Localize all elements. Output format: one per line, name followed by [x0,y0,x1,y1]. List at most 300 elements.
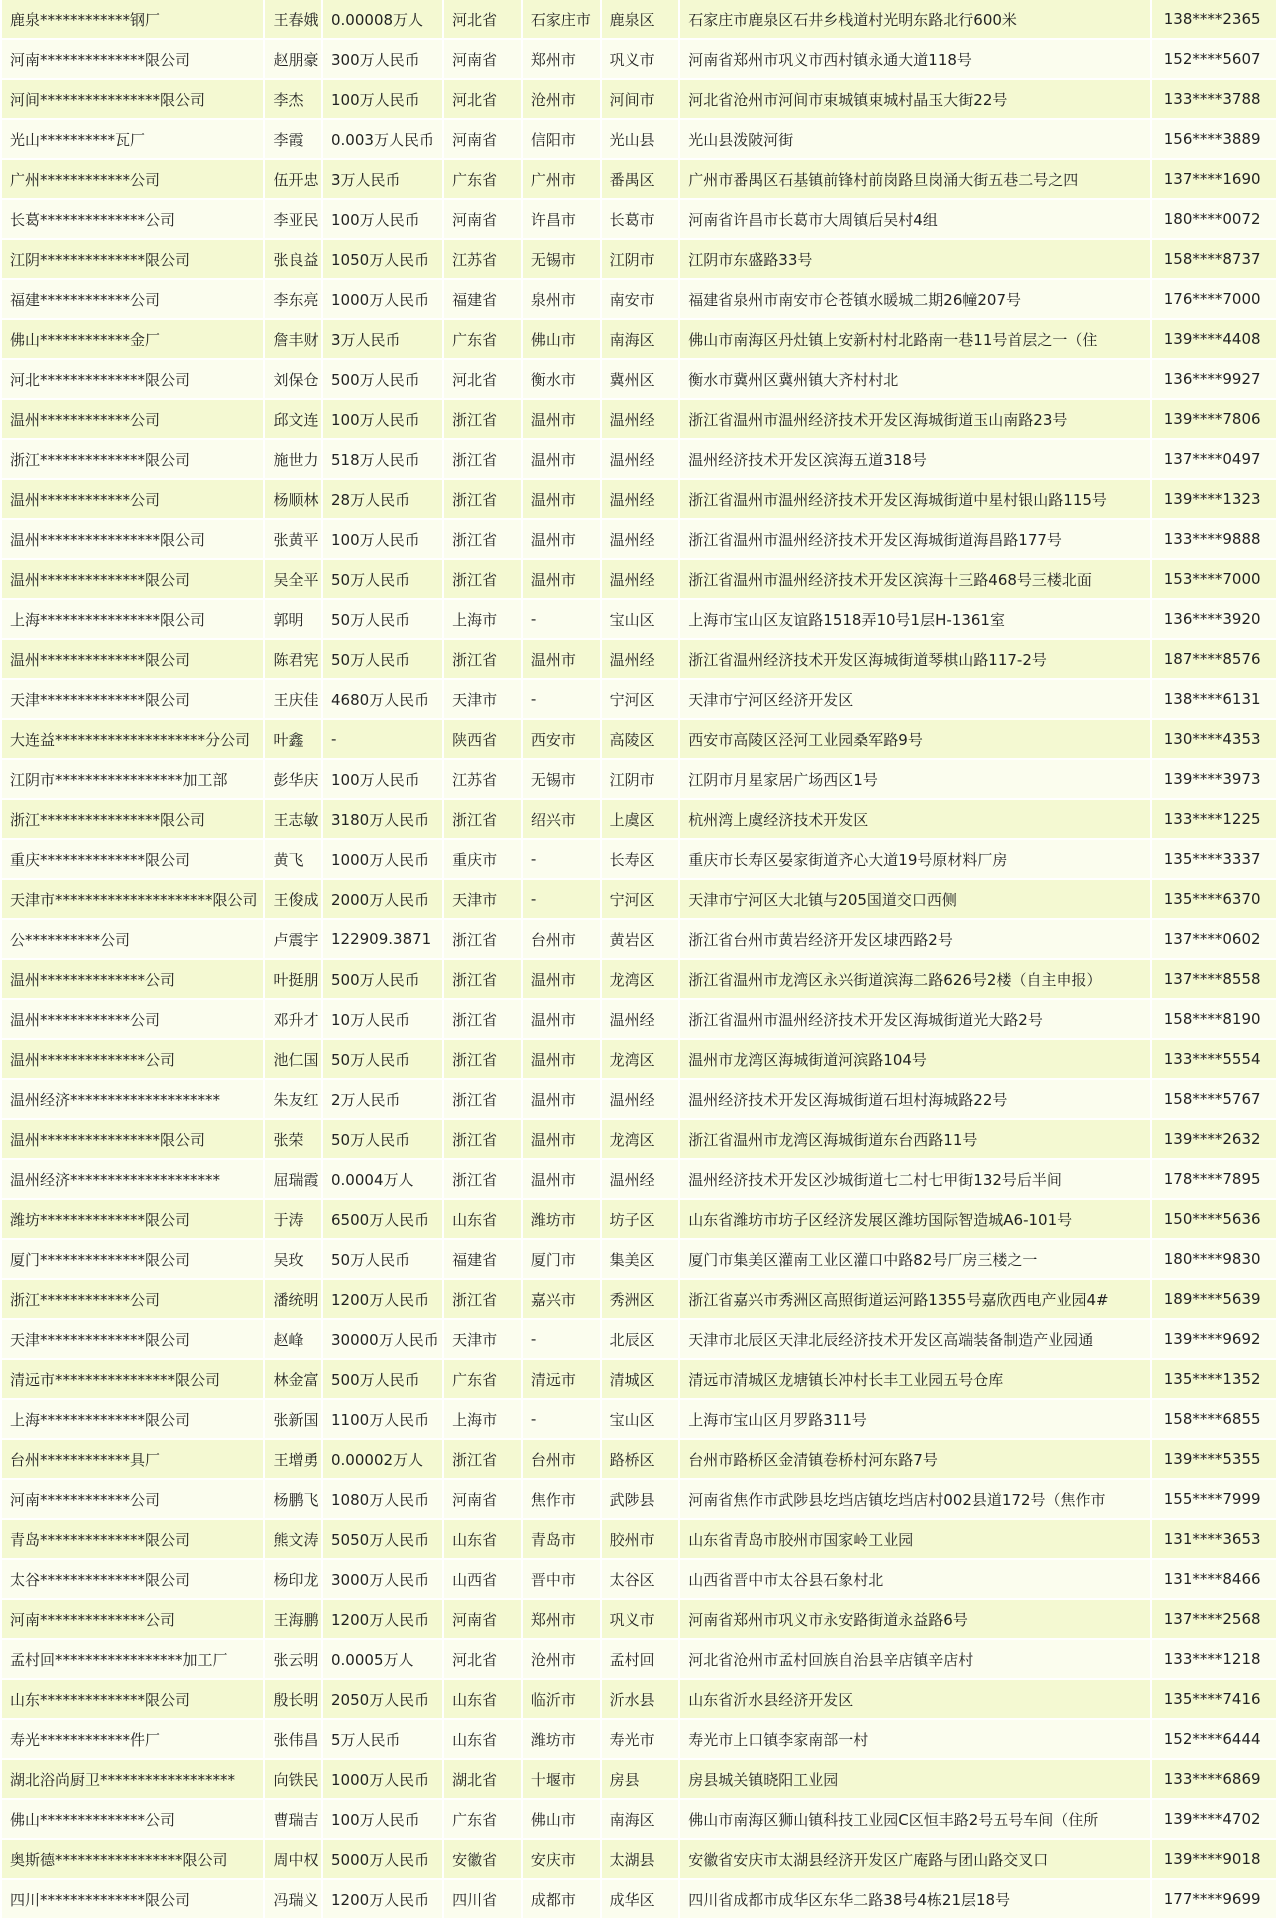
city-cell: 嘉兴市 [523,1280,600,1320]
address-cell: 上海市宝山区月罗路311号 [680,1400,1149,1440]
registered-capital-cell: 1050万人民币 [323,240,442,280]
company-name-cell: 天津市*********************限公司 [2,880,263,920]
province-cell: 福建省 [444,280,521,320]
district-cell: 龙湾区 [602,1120,679,1160]
province-cell: 浙江省 [444,560,521,600]
legal-person-cell: 刘保仓 [265,360,321,400]
registered-capital-cell: 1200万人民币 [323,1600,442,1640]
district-cell: 宁河区 [602,680,679,720]
city-cell: 温州市 [523,440,600,480]
phone-cell: 180****0072 [1152,200,1276,240]
city-cell: 衡水市 [523,360,600,400]
legal-person-cell: 熊文涛 [265,1520,321,1560]
district-cell: 太湖县 [602,1840,679,1880]
phone-cell: 133****6869 [1152,1760,1276,1800]
company-name-cell: 温州经济******************** [2,1080,263,1120]
table-row [2,1640,1276,1680]
phone-cell: 139****4408 [1152,320,1276,360]
registered-capital-cell: 5000万人民币 [323,1840,442,1880]
company-name-cell: 河南**************限公司 [2,40,263,80]
city-cell: 温州市 [523,1120,600,1160]
phone-cell: 137****0497 [1152,440,1276,480]
district-cell: 北辰区 [602,1320,679,1360]
province-cell: 浙江省 [444,1040,521,1080]
district-cell: 南安市 [602,280,679,320]
district-cell: 鹿泉区 [602,0,679,40]
address-cell: 衡水市冀州区冀州镇大齐村村北 [680,360,1149,400]
table-row [2,1760,1276,1800]
city-cell: 晋中市 [523,1560,600,1600]
district-cell: 清城区 [602,1360,679,1400]
registered-capital-cell: 100万人民币 [323,1800,442,1840]
company-name-cell: 青岛**************限公司 [2,1520,263,1560]
company-name-cell: 长葛**************公司 [2,200,263,240]
company-name-cell: 河南************公司 [2,1480,263,1520]
address-cell: 寿光市上口镇李家南部一村 [680,1720,1149,1760]
phone-cell: 177****9699 [1152,1880,1276,1920]
table-row [2,560,1276,600]
legal-person-cell: 王俊成 [265,880,321,920]
registered-capital-cell: 2万人民币 [323,1080,442,1120]
registered-capital-cell: 500万人民币 [323,960,442,1000]
city-cell: - [523,880,600,920]
company-name-cell: 公**********公司 [2,920,263,960]
address-cell: 安徽省安庆市太湖县经济开发区广庵路与团山路交叉口 [680,1840,1149,1880]
legal-person-cell: 向铁民 [265,1760,321,1800]
address-cell: 重庆市长寿区晏家街道齐心大道19号原材料厂房 [680,840,1149,880]
registered-capital-cell: 100万人民币 [323,80,442,120]
legal-person-cell: 曹瑞吉 [265,1800,321,1840]
city-cell: 温州市 [523,520,600,560]
city-cell: 青岛市 [523,1520,600,1560]
address-cell: 浙江省台州市黄岩经济开发区埭西路2号 [680,920,1149,960]
registered-capital-cell: 50万人民币 [323,560,442,600]
company-name-cell: 温州****************限公司 [2,520,263,560]
table-row [2,400,1276,440]
table-row [2,1800,1276,1840]
registered-capital-cell: 500万人民币 [323,360,442,400]
company-name-cell: 温州**************公司 [2,1040,263,1080]
province-cell: 重庆市 [444,840,521,880]
registered-capital-cell: 0.0004万人 [323,1160,442,1200]
city-cell: 温州市 [523,640,600,680]
registered-capital-cell: 1100万人民币 [323,1400,442,1440]
address-cell: 浙江省温州市温州经济技术开发区滨海十三路468号三楼北面 [680,560,1149,600]
address-cell: 上海市宝山区友谊路1518弄10号1层H-1361室 [680,600,1149,640]
phone-cell: 137****2568 [1152,1600,1276,1640]
address-cell: 温州经济技术开发区海城街道石坦村海城路22号 [680,1080,1149,1120]
registered-capital-cell: - [323,720,442,760]
province-cell: 湖北省 [444,1760,521,1800]
city-cell: - [523,840,600,880]
district-cell: 温州经 [602,640,679,680]
province-cell: 广东省 [444,1360,521,1400]
legal-person-cell: 殷长明 [265,1680,321,1720]
table-row [2,1440,1276,1480]
district-cell: 上虞区 [602,800,679,840]
table-row [2,800,1276,840]
province-cell: 河北省 [444,0,521,40]
phone-cell: 139****9018 [1152,1840,1276,1880]
province-cell: 浙江省 [444,1160,521,1200]
district-cell: 龙湾区 [602,960,679,1000]
district-cell: 温州经 [602,560,679,600]
district-cell: 宝山区 [602,600,679,640]
district-cell: 南海区 [602,1800,679,1840]
registered-capital-cell: 100万人民币 [323,400,442,440]
legal-person-cell: 张新国 [265,1400,321,1440]
table-row [2,760,1276,800]
city-cell: 许昌市 [523,200,600,240]
district-cell: 江阴市 [602,760,679,800]
province-cell: 浙江省 [444,400,521,440]
city-cell: 潍坊市 [523,1720,600,1760]
company-name-cell: 温州************公司 [2,400,263,440]
address-cell: 山东省青岛市胶州市国家岭工业园 [680,1520,1149,1560]
legal-person-cell: 邓升才 [265,1000,321,1040]
company-name-cell: 四川**************限公司 [2,1880,263,1920]
district-cell: 长寿区 [602,840,679,880]
table-row [2,920,1276,960]
city-cell: 绍兴市 [523,800,600,840]
city-cell: 佛山市 [523,320,600,360]
city-cell: 沧州市 [523,1640,600,1680]
table-row [2,640,1276,680]
company-name-cell: 奥斯德*****************限公司 [2,1840,263,1880]
legal-person-cell: 杨顺林 [265,480,321,520]
address-cell: 广州市番禺区石基镇前锋村前岗路旦岗涌大街五巷二号之四 [680,160,1149,200]
table-row [2,720,1276,760]
legal-person-cell: 屈瑞霞 [265,1160,321,1200]
province-cell: 天津市 [444,1320,521,1360]
table-row [2,1480,1276,1520]
legal-person-cell: 杨印龙 [265,1560,321,1600]
province-cell: 河南省 [444,120,521,160]
legal-person-cell: 张云明 [265,1640,321,1680]
province-cell: 上海市 [444,600,521,640]
address-cell: 山东省潍坊市坊子区经济发展区潍坊国际智造城A6-101号 [680,1200,1149,1240]
registered-capital-cell: 0.00008万人 [323,0,442,40]
address-cell: 厦门市集美区灌南工业区灌口中路82号厂房三楼之一 [680,1240,1149,1280]
address-cell: 江阴市月星家居广场西区1号 [680,760,1149,800]
district-cell: 龙湾区 [602,1040,679,1080]
company-name-cell: 寿光************件厂 [2,1720,263,1760]
city-cell: 十堰市 [523,1760,600,1800]
district-cell: 武陟县 [602,1480,679,1520]
district-cell: 宝山区 [602,1400,679,1440]
table-row [2,880,1276,920]
address-cell: 温州经济技术开发区沙城街道七二村七甲街132号后半间 [680,1160,1149,1200]
phone-cell: 133****9888 [1152,520,1276,560]
phone-cell: 137****8558 [1152,960,1276,1000]
phone-cell: 139****7806 [1152,400,1276,440]
address-cell: 河北省沧州市河间市束城镇束城村晶玉大街22号 [680,80,1149,120]
company-name-cell: 潍坊**************限公司 [2,1200,263,1240]
company-name-cell: 福建************公司 [2,280,263,320]
legal-person-cell: 黄飞 [265,840,321,880]
registered-capital-cell: 1000万人民币 [323,1760,442,1800]
company-name-cell: 湖北浴尚厨卫****************** [2,1760,263,1800]
legal-person-cell: 张伟昌 [265,1720,321,1760]
company-name-cell: 上海****************限公司 [2,600,263,640]
district-cell: 巩义市 [602,40,679,80]
address-cell: 河南省郑州市巩义市西村镇永通大道118号 [680,40,1149,80]
registered-capital-cell: 50万人民币 [323,640,442,680]
address-cell: 浙江省温州市温州经济技术开发区海城街道海昌路177号 [680,520,1149,560]
address-cell: 房县城关镇晓阳工业园 [680,1760,1149,1800]
legal-person-cell: 叶鑫 [265,720,321,760]
legal-person-cell: 李东亮 [265,280,321,320]
company-name-cell: 江阴市*****************加工部 [2,760,263,800]
company-name-cell: 清远市****************限公司 [2,1360,263,1400]
district-cell: 秀洲区 [602,1280,679,1320]
province-cell: 浙江省 [444,1440,521,1480]
table-row [2,0,1276,40]
city-cell: - [523,600,600,640]
company-name-cell: 太谷**************限公司 [2,1560,263,1600]
province-cell: 广东省 [444,320,521,360]
city-cell: 台州市 [523,1440,600,1480]
legal-person-cell: 朱友红 [265,1080,321,1120]
table-row [2,1000,1276,1040]
city-cell: - [523,1400,600,1440]
province-cell: 山东省 [444,1520,521,1560]
city-cell: 温州市 [523,1000,600,1040]
table-row [2,1520,1276,1560]
district-cell: 路桥区 [602,1440,679,1480]
company-name-cell: 河北**************限公司 [2,360,263,400]
address-cell: 佛山市南海区丹灶镇上安新村村北路南一巷11号首层之一（住 [680,320,1149,360]
district-cell: 黄岩区 [602,920,679,960]
address-cell: 西安市高陵区泾河工业园桑军路9号 [680,720,1149,760]
province-cell: 山东省 [444,1680,521,1720]
legal-person-cell: 王海鹏 [265,1600,321,1640]
registered-capital-cell: 1200万人民币 [323,1880,442,1920]
table-row [2,1120,1276,1160]
city-cell: 临沂市 [523,1680,600,1720]
phone-cell: 136****9927 [1152,360,1276,400]
legal-person-cell: 赵峰 [265,1320,321,1360]
company-name-cell: 河南**************公司 [2,1600,263,1640]
legal-person-cell: 李霞 [265,120,321,160]
legal-person-cell: 詹丰财 [265,320,321,360]
address-cell: 浙江省温州市温州经济技术开发区海城街道玉山南路23号 [680,400,1149,440]
province-cell: 浙江省 [444,960,521,1000]
phone-cell: 152****6444 [1152,1720,1276,1760]
district-cell: 高陵区 [602,720,679,760]
legal-person-cell: 王庆佳 [265,680,321,720]
phone-cell: 176****7000 [1152,280,1276,320]
phone-cell: 139****4702 [1152,1800,1276,1840]
company-name-cell: 重庆**************限公司 [2,840,263,880]
company-name-cell: 江阴**************限公司 [2,240,263,280]
company-name-cell: 河间****************限公司 [2,80,263,120]
table-row [2,1560,1276,1600]
province-cell: 安徽省 [444,1840,521,1880]
province-cell: 浙江省 [444,1280,521,1320]
legal-person-cell: 张荣 [265,1120,321,1160]
address-cell: 天津市宁河区经济开发区 [680,680,1149,720]
phone-cell: 150****5636 [1152,1200,1276,1240]
phone-cell: 189****5639 [1152,1280,1276,1320]
district-cell: 番禺区 [602,160,679,200]
province-cell: 上海市 [444,1400,521,1440]
registered-capital-cell: 1000万人民币 [323,840,442,880]
legal-person-cell: 王增勇 [265,1440,321,1480]
city-cell: 成都市 [523,1880,600,1920]
company-name-cell: 佛山**************公司 [2,1800,263,1840]
phone-cell: 136****3920 [1152,600,1276,640]
phone-cell: 133****1225 [1152,800,1276,840]
legal-person-cell: 李杰 [265,80,321,120]
company-name-cell: 鹿泉************钢厂 [2,0,263,40]
city-cell: 台州市 [523,920,600,960]
province-cell: 浙江省 [444,480,521,520]
province-cell: 江苏省 [444,240,521,280]
district-cell: 温州经 [602,1080,679,1120]
phone-cell: 158****5767 [1152,1080,1276,1120]
phone-cell: 138****6131 [1152,680,1276,720]
address-cell: 浙江省温州市龙湾区永兴街道滨海二路626号2楼（自主申报） [680,960,1149,1000]
table-row [2,1320,1276,1360]
phone-cell: 158****8190 [1152,1000,1276,1040]
province-cell: 山西省 [444,1560,521,1600]
registered-capital-cell: 100万人民币 [323,200,442,240]
province-cell: 浙江省 [444,1120,521,1160]
province-cell: 河南省 [444,1600,521,1640]
table-row [2,120,1276,160]
district-cell: 长葛市 [602,200,679,240]
table-row [2,1040,1276,1080]
legal-person-cell: 周中权 [265,1840,321,1880]
registered-capital-cell: 30000万人民币 [323,1320,442,1360]
province-cell: 浙江省 [444,640,521,680]
registered-capital-cell: 50万人民币 [323,1240,442,1280]
city-cell: 无锡市 [523,240,600,280]
phone-cell: 138****2365 [1152,0,1276,40]
district-cell: 江阴市 [602,240,679,280]
province-cell: 浙江省 [444,920,521,960]
city-cell: 安庆市 [523,1840,600,1880]
legal-person-cell: 吴玫 [265,1240,321,1280]
table-row [2,960,1276,1000]
company-name-cell: 佛山************金厂 [2,320,263,360]
address-cell: 四川省成都市成华区东华二路38号4栋21层18号 [680,1880,1149,1920]
registered-capital-cell: 122909.3871 [323,920,442,960]
province-cell: 山东省 [444,1200,521,1240]
registered-capital-cell: 1080万人民币 [323,1480,442,1520]
city-cell: 厦门市 [523,1240,600,1280]
legal-person-cell: 张黄平 [265,520,321,560]
district-cell: 集美区 [602,1240,679,1280]
city-cell: 潍坊市 [523,1200,600,1240]
district-cell: 冀州区 [602,360,679,400]
city-cell: 西安市 [523,720,600,760]
district-cell: 巩义市 [602,1600,679,1640]
phone-cell: 153****7000 [1152,560,1276,600]
phone-cell: 135****1352 [1152,1360,1276,1400]
phone-cell: 137****1690 [1152,160,1276,200]
province-cell: 四川省 [444,1880,521,1920]
company-name-cell: 天津**************限公司 [2,1320,263,1360]
province-cell: 河北省 [444,80,521,120]
province-cell: 河南省 [444,40,521,80]
province-cell: 陕西省 [444,720,521,760]
company-name-cell: 孟村回*****************加工厂 [2,1640,263,1680]
registered-capital-cell: 3万人民币 [323,160,442,200]
address-cell: 浙江省温州市温州经济技术开发区海城街道中星村银山路115号 [680,480,1149,520]
district-cell: 温州经 [602,520,679,560]
legal-person-cell: 赵朋豪 [265,40,321,80]
district-cell: 温州经 [602,1000,679,1040]
table-row [2,1080,1276,1120]
province-cell: 河北省 [444,360,521,400]
company-name-cell: 温州**************公司 [2,960,263,1000]
table-row [2,1720,1276,1760]
province-cell: 浙江省 [444,1000,521,1040]
registered-capital-cell: 3000万人民币 [323,1560,442,1600]
legal-person-cell: 林金富 [265,1360,321,1400]
district-cell: 南海区 [602,320,679,360]
registered-capital-cell: 1000万人民币 [323,280,442,320]
province-cell: 河北省 [444,1640,521,1680]
legal-person-cell: 卢震宇 [265,920,321,960]
legal-person-cell: 施世力 [265,440,321,480]
company-name-cell: 大连益********************分公司 [2,720,263,760]
phone-cell: 137****0602 [1152,920,1276,960]
phone-cell: 135****3337 [1152,840,1276,880]
district-cell: 温州经 [602,400,679,440]
address-cell: 福建省泉州市南安市仑苍镇水暖城二期26幢207号 [680,280,1149,320]
district-cell: 温州经 [602,480,679,520]
table-row [2,320,1276,360]
address-cell: 山东省沂水县经济开发区 [680,1680,1149,1720]
legal-person-cell: 王志敏 [265,800,321,840]
city-cell: 无锡市 [523,760,600,800]
table-row [2,80,1276,120]
table-row [2,1600,1276,1640]
city-cell: 佛山市 [523,1800,600,1840]
address-cell: 温州经济技术开发区滨海五道318号 [680,440,1149,480]
address-cell: 天津市北辰区天津北辰经济技术开发区高端装备制造产业园通 [680,1320,1149,1360]
phone-cell: 133****5554 [1152,1040,1276,1080]
phone-cell: 139****1323 [1152,480,1276,520]
city-cell: 信阳市 [523,120,600,160]
city-cell: 郑州市 [523,40,600,80]
phone-cell: 180****9830 [1152,1240,1276,1280]
phone-cell: 187****8576 [1152,640,1276,680]
registered-capital-cell: 100万人民币 [323,760,442,800]
address-cell: 河南省焦作市武陟县圪垱店镇圪垱店村002县道172号（焦作市 [680,1480,1149,1520]
address-cell: 佛山市南海区狮山镇科技工业园C区恒丰路2号五号车间（住所 [680,1800,1149,1840]
registered-capital-cell: 0.00002万人 [323,1440,442,1480]
province-cell: 广东省 [444,160,521,200]
company-name-cell: 温州************公司 [2,480,263,520]
registered-capital-cell: 10万人民币 [323,1000,442,1040]
registered-capital-cell: 50万人民币 [323,1040,442,1080]
city-cell: 温州市 [523,480,600,520]
city-cell: 焦作市 [523,1480,600,1520]
address-cell: 天津市宁河区大北镇与205国道交口西侧 [680,880,1149,920]
city-cell: - [523,680,600,720]
registered-capital-cell: 6500万人民币 [323,1200,442,1240]
province-cell: 河南省 [444,1480,521,1520]
address-cell: 山西省晋中市太谷县石象村北 [680,1560,1149,1600]
registered-capital-cell: 3180万人民币 [323,800,442,840]
legal-person-cell: 池仁国 [265,1040,321,1080]
table-row [2,440,1276,480]
phone-cell: 158****8737 [1152,240,1276,280]
